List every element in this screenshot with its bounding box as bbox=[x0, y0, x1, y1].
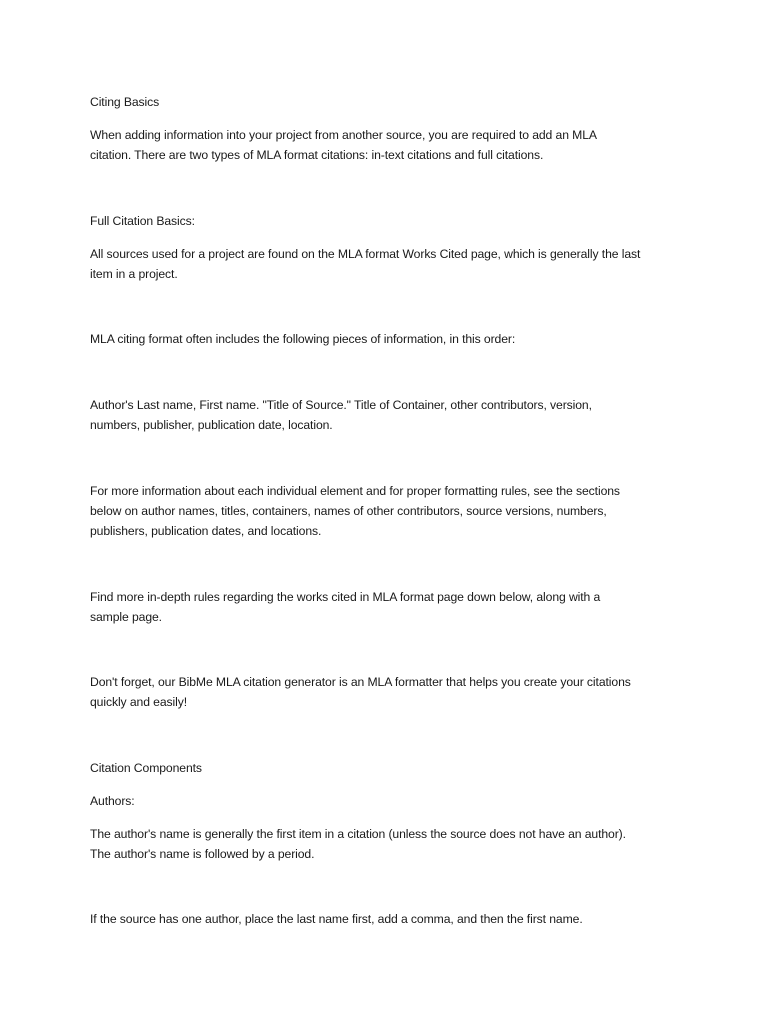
paragraph-line: numbers, publisher, publication date, location. bbox=[90, 418, 333, 432]
paragraph-line: If the source has one author, place the last name first, add a comma, and then the first name. bbox=[90, 912, 583, 926]
paragraph-line: MLA citing format often includes the following pieces of information, in this order: bbox=[90, 332, 516, 346]
heading-citation-components: Citation Components bbox=[90, 761, 202, 775]
paragraph-line: The author's name is followed by a period. bbox=[90, 847, 315, 861]
paragraph-line: below on author names, titles, containers, names of other contributors, source versions, numbers, bbox=[90, 504, 607, 518]
paragraph-line: For more information about each individual element and for proper formatting rules, see the sections bbox=[90, 484, 620, 498]
heading-citing-basics: Citing Basics bbox=[90, 95, 160, 109]
document-page bbox=[90, 0, 690, 1024]
paragraph-line: publishers, publication dates, and locations. bbox=[90, 524, 322, 538]
heading-full-citation-basics: Full Citation Basics: bbox=[90, 214, 195, 228]
paragraph-line: citation. There are two types of MLA format citations: in-text citations and full citations. bbox=[90, 148, 544, 162]
paragraph-line: quickly and easily! bbox=[90, 695, 188, 709]
paragraph-line: item in a project. bbox=[90, 267, 178, 281]
paragraph-line: sample page. bbox=[90, 610, 162, 624]
paragraph-line: Don't forget, our BibMe MLA citation generator is an MLA formatter that helps you create your citations bbox=[90, 675, 631, 689]
heading-authors: Authors: bbox=[90, 794, 135, 808]
paragraph-line: When adding information into your project from another source, you are required to add an MLA bbox=[90, 128, 597, 142]
paragraph-line: Find more in-depth rules regarding the works cited in MLA format page down below, along with a bbox=[90, 590, 601, 604]
paragraph-line: The author's name is generally the first item in a citation (unless the source does not have an author). bbox=[90, 827, 626, 841]
paragraph-line: All sources used for a project are found on the MLA format Works Cited page, which is generally the last bbox=[90, 247, 641, 261]
paragraph-line: Author's Last name, First name. "Title of Source." Title of Container, other contributors, version, bbox=[90, 398, 592, 412]
